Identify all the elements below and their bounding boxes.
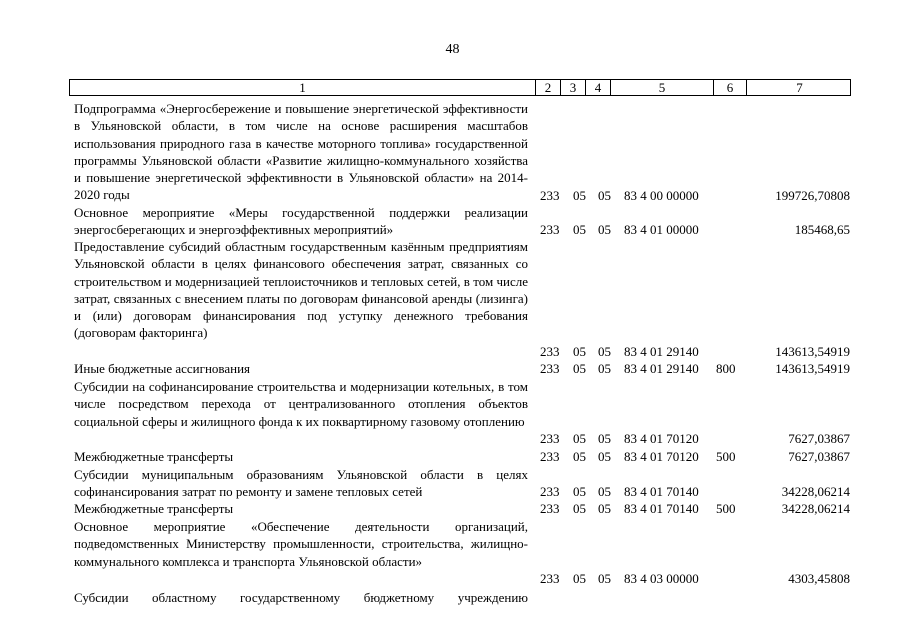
ministry-code: 233 (540, 344, 560, 359)
row-description: Межбюджетные трансферты (74, 449, 234, 464)
header-col-4: 4 (585, 80, 610, 95)
amount: 34228,06214 (781, 484, 850, 499)
page-number: 48 (445, 42, 460, 57)
ministry-code: 233 (540, 222, 560, 237)
section-code: 05 (573, 449, 586, 464)
ministry-code: 233 (540, 484, 560, 499)
target-code: 83 4 01 70140 (624, 501, 699, 516)
amount: 199726,70808 (775, 188, 850, 203)
ministry-code: 233 (540, 188, 560, 203)
subsection-code: 05 (598, 484, 611, 499)
row-description: Субсидии на софинансирование строительства и модернизации котельных, в том числе посредством перехода от централизованного отопления объектов социальной сферы и жилищного фонда к их поквартирному газовому отоплению (74, 379, 528, 429)
target-code: 83 4 03 00000 (624, 571, 699, 586)
subsection-code: 05 (598, 501, 611, 516)
expense-type-code: 500 (716, 449, 736, 464)
amount: 34228,06214 (781, 501, 850, 516)
header-col-6: 6 (713, 80, 746, 95)
row-description: Межбюджетные трансферты (74, 501, 234, 516)
target-code: 83 4 01 70120 (624, 431, 699, 446)
amount: 4303,45808 (788, 571, 850, 586)
subsection-code: 05 (598, 449, 611, 464)
subsection-code: 05 (598, 344, 611, 359)
header-col-7: 7 (746, 80, 852, 95)
subsection-code: 05 (598, 571, 611, 586)
row-description: Основное мероприятие «Меры государственной поддержки реализации энергосберегающих и энергоэффективных мероприятий» (74, 205, 528, 238)
target-code: 83 4 01 70140 (624, 484, 699, 499)
ministry-code: 233 (540, 571, 560, 586)
header-col-3: 3 (560, 80, 585, 95)
amount: 7627,03867 (788, 431, 850, 446)
target-code: 83 4 01 29140 (624, 361, 699, 376)
section-code: 05 (573, 344, 586, 359)
section-code: 05 (573, 188, 586, 203)
expense-type-code: 800 (716, 361, 736, 376)
row-description: Основное мероприятие «Обеспечение деятельности организаций, подведомственных Министерству промышленности, строительства, жилищно-коммунального комплекса и транспорта Ульяновской области» (74, 519, 528, 569)
section-code: 05 (573, 361, 586, 376)
subsection-code: 05 (598, 361, 611, 376)
header-col-2: 2 (535, 80, 560, 95)
subsection-code: 05 (598, 188, 611, 203)
amount: 185468,65 (794, 222, 850, 237)
ministry-code: 233 (540, 431, 560, 446)
row-description: Иные бюджетные ассигнования (74, 361, 251, 376)
section-code: 05 (573, 571, 586, 586)
ministry-code: 233 (540, 501, 560, 516)
amount: 7627,03867 (788, 449, 850, 464)
header-col-5: 5 (610, 80, 713, 95)
row-description: Субсидии областному государственному бюджетному учреждению (74, 590, 528, 605)
section-code: 05 (573, 501, 586, 516)
section-code: 05 (573, 431, 586, 446)
amount: 143613,54919 (775, 344, 850, 359)
ministry-code: 233 (540, 361, 560, 376)
table-header (69, 79, 851, 96)
subsection-code: 05 (598, 222, 611, 237)
section-code: 05 (573, 484, 586, 499)
row-description: Субсидии муниципальным образованиям Ульяновской области в целях софинансирования затрат по ремонту и замене тепловых сетей (74, 467, 528, 500)
row-description: Предоставление субсидий областным государственным казённым предприятиям Ульяновской области в целях финансового обеспечения затрат, связанных со строительством и модернизацией теплоисточников и тепловых сетей, в том числе затрат, связанных с внесением платы по договорам финансовой аренды (лизинга) и (или) договорам финансирования под уступку денежного требования (договорам факторинга) (74, 239, 528, 341)
target-code: 83 4 00 00000 (624, 188, 699, 203)
target-code: 83 4 01 29140 (624, 344, 699, 359)
amount: 143613,54919 (775, 361, 850, 376)
section-code: 05 (573, 222, 586, 237)
expense-type-code: 500 (716, 501, 736, 516)
subsection-code: 05 (598, 431, 611, 446)
target-code: 83 4 01 70120 (624, 449, 699, 464)
row-description: Подпрограмма «Энергосбережение и повышение энергетической эффективности в Ульяновской области, в том числе на основе расширения масштабов использования природного газа в качестве моторного топлива» государственной программы Ульяновской области «Развитие жилищно-коммунального хозяйства и повышение энергетической эффективности в Ульяновской области» на 2014-2020 годы (74, 101, 528, 203)
ministry-code: 233 (540, 449, 560, 464)
target-code: 83 4 01 00000 (624, 222, 699, 237)
header-col-1: 1 (299, 80, 306, 95)
